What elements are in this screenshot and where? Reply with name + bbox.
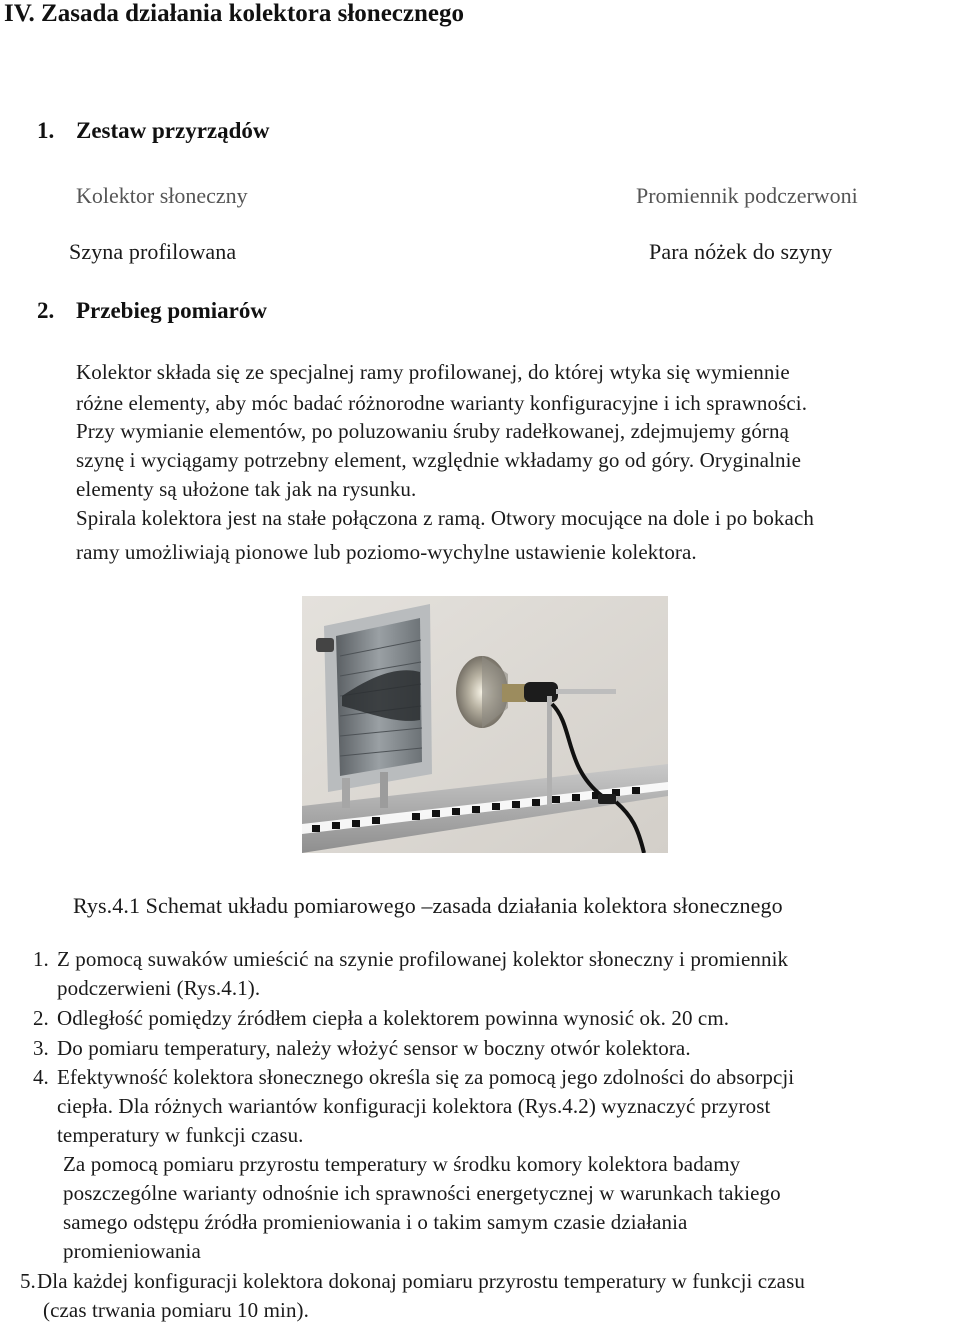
step-line: Efektywność kolektora słonecznego określa się za pomocą jego zdolności do absorpcji (57, 1065, 795, 1089)
section-2-title: Przebieg pomiarów (76, 298, 267, 323)
item-profile-rail: Szyna profilowana (69, 239, 237, 264)
page-title: IV. Zasada działania kolektora słonecznego (4, 0, 464, 27)
note-line: promieniowania (63, 1239, 201, 1263)
paragraph-line: elementy są ułożone tak jak na rysunku. (76, 477, 417, 501)
step-line: podczerwieni (Rys.4.1). (57, 976, 261, 1000)
step-line: Dla każdej konfiguracji kolektora dokonaj pomiaru przyrostu temperatury w funkcji czasu (37, 1269, 805, 1293)
item-ir-emitter: Promiennik podczerwoni (636, 183, 858, 208)
section-1-number: 1. (37, 118, 55, 143)
step-line: (czas trwania pomiaru 10 min). (43, 1298, 309, 1322)
step-number: 3. (33, 1036, 49, 1060)
step-line: temperatury w funkcji czasu. (57, 1123, 304, 1147)
figure-caption: Rys.4.1 Schemat układu pomiarowego –zasada działania kolektora słonecznego (73, 893, 783, 918)
step-number: 1. (33, 947, 49, 971)
section-1-title: Zestaw przyrządów (76, 118, 270, 143)
note-line: samego odstępu źródła promieniowania i o takim samym czasie działania (63, 1210, 688, 1234)
note-line: poszczególne warianty odnośnie ich sprawności energetycznej w warunkach takiego (63, 1181, 781, 1205)
item-rail-feet: Para nóżek do szyny (649, 239, 833, 264)
step-number: 5. (20, 1269, 36, 1293)
step-line: Z pomocą suwaków umieścić na szynie profilowanej kolektor słoneczny i promiennik (57, 947, 789, 971)
item-solar-collector: Kolektor słoneczny (76, 183, 248, 208)
step-line: Do pomiaru temperatury, należy włożyć sensor w boczny otwór kolektora. (57, 1036, 691, 1060)
note-line: Za pomocą pomiaru przyrostu temperatury w środku komory kolektora badamy (63, 1152, 741, 1176)
step-number: 4. (33, 1065, 49, 1089)
setup-photo-illustration (302, 596, 668, 853)
paragraph-line: Przy wymianie elementów, po poluzowaniu śruby radełkowanej, zdejmujemy górną (76, 419, 790, 443)
paragraph-line: szynę i wyciągamy potrzebny element, względnie wkładamy go od góry. Oryginalnie (76, 448, 801, 472)
paragraph-line: ramy umożliwiają pionowe lub poziomo-wychylne ustawienie kolektora. (76, 540, 697, 564)
paragraph-line: Spirala kolektora jest na stałe połączona z ramą. Otwory mocujące na dole i po bokach (76, 506, 814, 530)
paragraph-line: Kolektor składa się ze specjalnej ramy profilowanej, do której wtyka się wymiennie (76, 360, 790, 384)
step-line: Odległość pomiędzy źródłem ciepła a kolektorem powinna wynosić ok. 20 cm. (57, 1006, 730, 1030)
paragraph-line: różne elementy, aby móc badać różnorodne warianty konfiguracyjne i ich sprawności. (76, 391, 808, 415)
step-line: ciepła. Dla różnych wariantów konfiguracji kolektora (Rys.4.2) wyznaczyć przyrost (57, 1094, 771, 1118)
setup-photo (302, 596, 668, 853)
step-number: 2. (33, 1006, 49, 1030)
section-2-number: 2. (37, 298, 55, 323)
